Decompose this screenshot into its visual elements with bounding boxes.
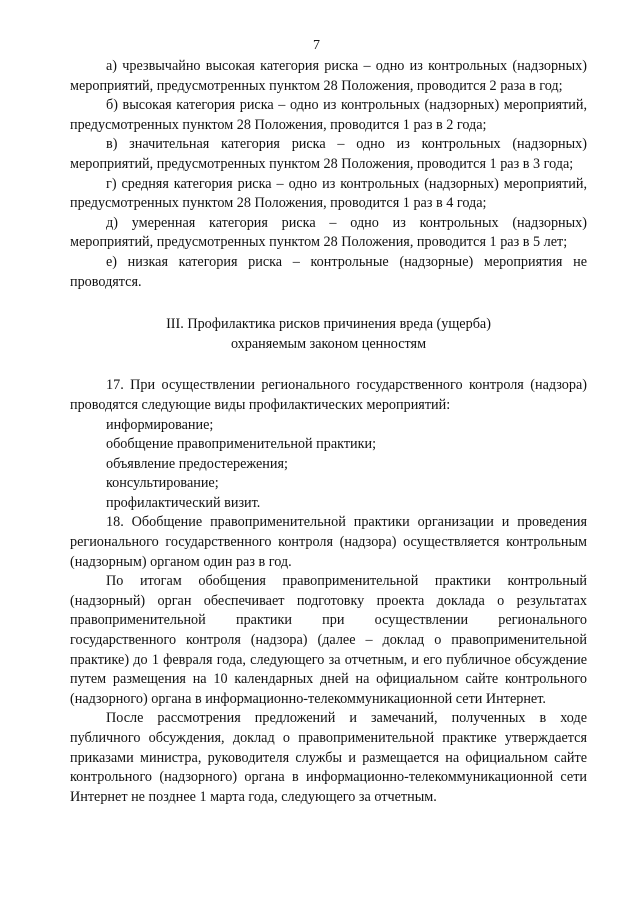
risk-item-e: д) умеренная категория риска – одно из контрольных (надзорных) мероприятий, предусмотренных пунктом 28 Положения, проводится 1 раз в 5 лет; (70, 214, 587, 251)
risk-item-c: в) значительная категория риска – одно из контрольных (надзорных) мероприятий, предусмотренных пунктом 28 Положения, проводится 1 раз в 3 года; (70, 136, 587, 172)
risk-item-b: б) высокая категория риска – одно из контрольных (надзорных) мероприятий, предусмотренных пунктом 28 Положения, проводится 1 раз в 2 года; (70, 97, 587, 133)
prevention-type-practice-generalization: обобщение правоприменительной практики; (106, 436, 377, 453)
risk-item-a: а) чрезвычайно высокая категория риска – одно из контрольных (надзорных) мероприятий, предусмотренных пунктом 28 Положения, проводится 2 раза в год; (70, 58, 587, 94)
risk-item-d: г) средняя категория риска – одно из контрольных (надзорных) мероприятий, предусмотренных пунктом 28 Положения, проводится 1 раз в 4 года; (70, 175, 587, 212)
risk-item-f: е) низкая категория риска – контрольные (надзорные) мероприятия не проводятся. (70, 253, 587, 290)
prevention-type-visit: профилактический визит. (106, 494, 261, 511)
paragraph-17: 17. При осуществлении регионального государственного контроля (надзора) проводятся следующие виды профилактических мероприятий: (70, 377, 587, 413)
document-body (70, 57, 587, 807)
paragraph-18-approval: После рассмотрения предложений и замечаний, полученных в ходе публичного обсуждения, доклад о правоприменительной практике утверждается приказами министра, руководителя службы и размещается на официальном сайте контрольного (надзорного) органа в информационно-телекоммуникационной сети Интернет не позднее 1 марта года, следующего за отчетным. (70, 710, 587, 805)
prevention-type-informing: информирование; (106, 416, 214, 433)
prevention-type-consulting: консультирование; (106, 475, 219, 492)
prevention-type-warning: объявление предостережения; (106, 455, 288, 472)
section-heading-line-2: охраняемым законом ценностям (230, 335, 427, 352)
page-number: 7 (313, 38, 320, 53)
paragraph-18: 18. Обобщение правоприменительной практики организации и проведения регионального государственного контроля (надзора) осуществляется контрольным (надзорным) органом один раз в год. (70, 514, 587, 570)
paragraph-18-results: По итогам обобщения правоприменительной практики контрольный (надзорный) орган обеспечивает подготовку проекта доклада о результатах правоприменительной практики при осуществлении регионального государственного контроля (надзора) (далее – доклад о правоприменительной практике) до 1 февраля года, следующего за отчетным, и его публичное обсуждение путем размещения на 10 календарных дней на официальном сайте контрольного (надзорного) органа в информационно-телекоммуникационной сети Интернет. (70, 573, 587, 707)
section-heading-line-1: III. Профилактика рисков причинения вреда (ущерба) (166, 316, 491, 333)
section-heading (70, 315, 587, 354)
